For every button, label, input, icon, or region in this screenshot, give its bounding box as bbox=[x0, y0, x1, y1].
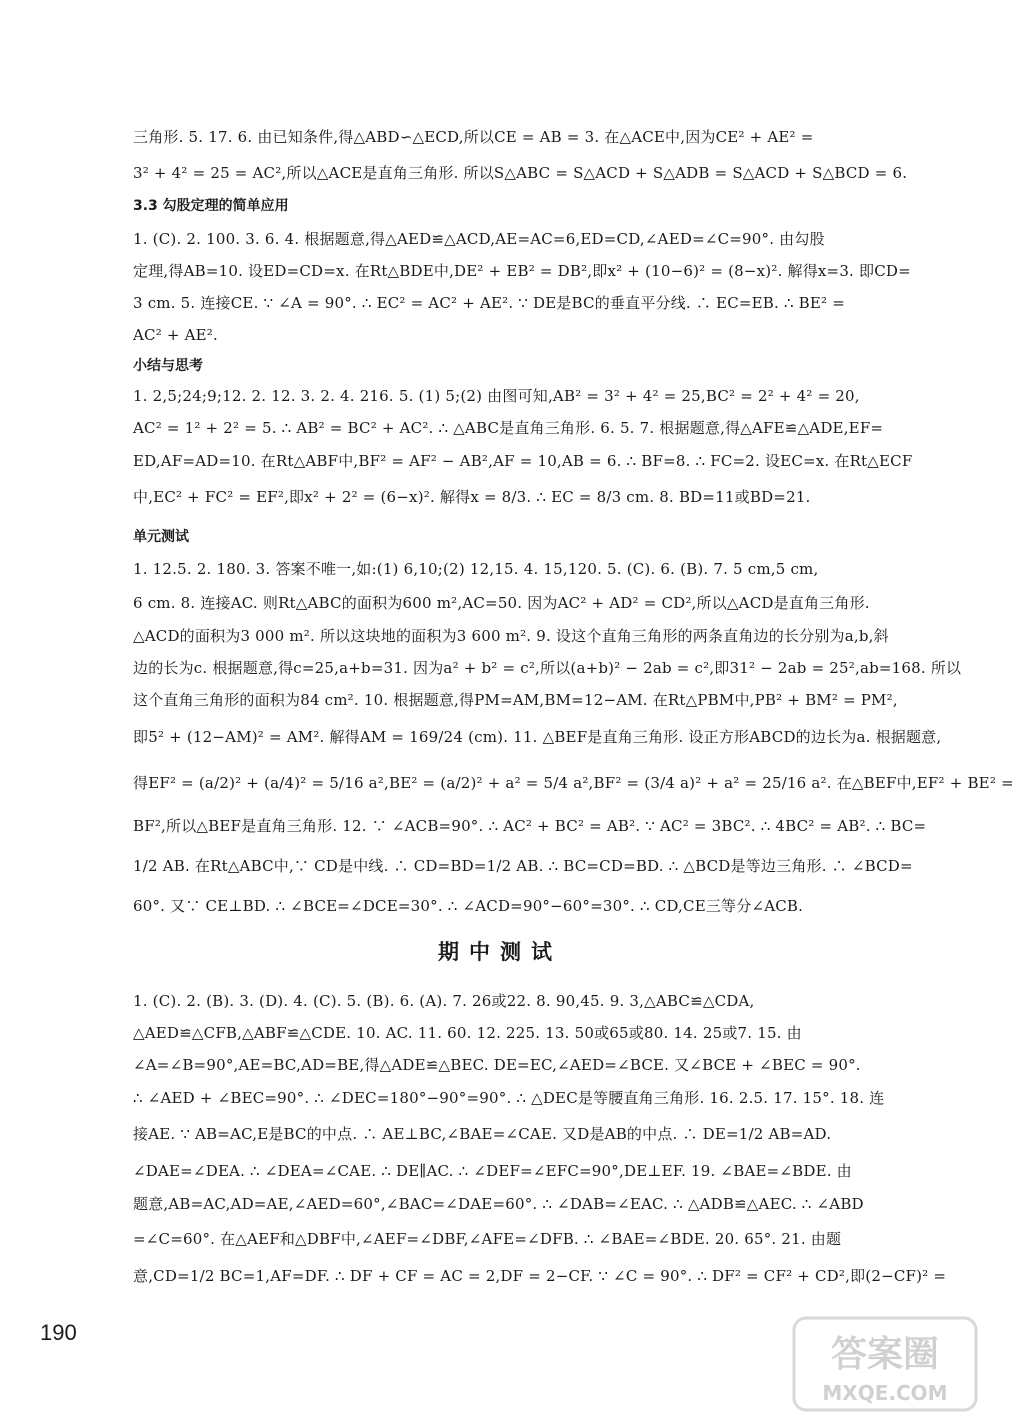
watermark-logo bbox=[790, 1314, 980, 1414]
text-line: 6 cm. 8. 连接AC. 则Rt△ABC的面积为600 m²,AC=50. 因为AC² + AD² = CD²,所以△ACD是直角三角形. bbox=[133, 594, 870, 612]
text-line: 1/2 AB. 在Rt△ABC中,∵ CD是中线. ∴ CD=BD=1/2 AB. ∴ BC=CD=BD. ∴ △BCD是等边三角形. ∴ ∠BCD= bbox=[133, 857, 913, 875]
text-line: 1. (C). 2. (B). 3. (D). 4. (C). 5. (B). 6. (A). 7. 26或22. 8. 90,45. 9. 3,△ABC≌△CDA, bbox=[133, 992, 755, 1010]
midterm-title: 期中测试 bbox=[438, 939, 562, 964]
watermark-url: MXQE.COM bbox=[822, 1381, 948, 1405]
text-line: 1. (C). 2. 100. 3. 6. 4. 根据题意,得△AED≌△ACD,AE=AC=6,ED=CD,∠AED=∠C=90°. 由勾股 bbox=[133, 230, 825, 248]
section-heading: 单元测试 bbox=[133, 529, 189, 545]
text-line: 三角形. 5. 17. 6. 由已知条件,得△ABD∽△ECD,所以CE = AB = 3. 在△ACE中,因为CE² + AE² = bbox=[133, 128, 814, 146]
section-heading: 3.3 勾股定理的简单应用 bbox=[133, 198, 289, 214]
text-line: △AED≌△CFB,△ABF≌△CDE. 10. AC. 11. 60. 12. 225. 13. 50或65或80. 14. 25或7. 15. 由 bbox=[133, 1024, 802, 1042]
text-line: ∠A=∠B=90°,AE=BC,AD=BE,得△ADE≌△BEC. DE=EC,∠AED=∠BCE. 又∠BCE + ∠BEC = 90°. bbox=[133, 1056, 861, 1074]
text-line: 中,EC² + FC² = EF²,即x² + 2² = (6−x)². 解得x = 8/3. ∴ EC = 8/3 cm. 8. BD=11或BD=21. bbox=[133, 488, 811, 506]
section-heading: 小结与思考 bbox=[133, 358, 203, 374]
text-line: 即5² + (12−AM)² = AM². 解得AM = 169/24 (cm). 11. △BEF是直角三角形. 设正方形ABCD的边长为a. 根据题意, bbox=[133, 728, 942, 746]
text-line: 1. 12.5. 2. 180. 3. 答案不唯一,如:(1) 6,10;(2) 12,15. 4. 15,120. 5. (C). 6. (B). 7. 5 cm,5 cm, bbox=[133, 560, 819, 578]
text-line: 定理,得AB=10. 设ED=CD=x. 在Rt△BDE中,DE² + EB² = DB²,即x² + (10−6)² = (8−x)². 解得x=3. 即CD= bbox=[133, 262, 911, 280]
text-line: ∠DAE=∠DEA. ∴ ∠DEA=∠CAE. ∴ DE∥AC. ∴ ∠DEF=∠EFC=90°,DE⊥EF. 19. ∠BAE=∠BDE. 由 bbox=[133, 1162, 852, 1180]
page-number: 190 bbox=[40, 1320, 77, 1345]
text-line: AC² = 1² + 2² = 5. ∴ AB² = BC² + AC². ∴ △ABC是直角三角形. 6. 5. 7. 根据题意,得△AFE≌△ADE,EF= bbox=[133, 419, 884, 437]
text-line: 3² + 4² = 25 = AC²,所以△ACE是直角三角形. 所以S△ABC = S△ACD + S△ADB = S△ACD + S△BCD = 6. bbox=[133, 164, 908, 182]
text-line: 边的长为c. 根据题意,得c=25,a+b=31. 因为a² + b² = c²,所以(a+b)² − 2ab = c²,即31² − 2ab = 25²,ab=168. 所以 bbox=[133, 659, 962, 677]
text-line: 意,CD=1/2 BC=1,AF=DF. ∴ DF + CF = AC = 2,DF = 2−CF. ∵ ∠C = 90°. ∴ DF² = CF² + CD²,即(2−CF)² = bbox=[133, 1267, 947, 1285]
text-line: 60°. 又∵ CE⊥BD. ∴ ∠BCE=∠DCE=30°. ∴ ∠ACD=90°−60°=30°. ∴ CD,CE三等分∠ACB. bbox=[133, 897, 804, 915]
text-line: =∠C=60°. 在△AEF和△DBF中,∠AEF=∠DBF,∠AFE=∠DFB. ∴ ∠BAE=∠BDE. 20. 65°. 21. 由题 bbox=[133, 1230, 842, 1248]
text-line: 1. 2,5;24;9;12. 2. 12. 3. 2. 4. 216. 5. (1) 5;(2) 由图可知,AB² = 3² + 4² = 25,BC² = 2² + 4² = 20, bbox=[133, 387, 860, 405]
text-line: ED,AF=AD=10. 在Rt△ABF中,BF² = AF² − AB²,AF = 10,AB = 6. ∴ BF=8. ∴ FC=2. 设EC=x. 在Rt△ECF bbox=[133, 452, 913, 470]
text-line: △ACD的面积为3 000 m². 所以这块地的面积为3 600 m². 9. 设这个直角三角形的两条直角边的长分别为a,b,斜 bbox=[133, 627, 889, 645]
text-line: 3 cm. 5. 连接CE. ∵ ∠A = 90°. ∴ EC² = AC² + AE². ∵ DE是BC的垂直平分线. ∴ EC=EB. ∴ BE² = bbox=[133, 294, 845, 312]
text-line: 得EF² = (a/2)² + (a/4)² = 5/16 a²,BE² = (a/2)² + a² = 5/4 a²,BF² = (3/4 a)² + a² = 25/16 a². 在△BEF中,EF² + BE² = bbox=[133, 774, 1014, 792]
text-line: 题意,AB=AC,AD=AE,∠AED=60°,∠BAC=∠DAE=60°. ∴ ∠DAB=∠EAC. ∴ △ADB≌△AEC. ∴ ∠ABD bbox=[133, 1195, 864, 1213]
text-line: ∴ ∠AED + ∠BEC=90°. ∴ ∠DEC=180°−90°=90°. ∴ △DEC是等腰直角三角形. 16. 2.5. 17. 15°. 18. 连 bbox=[133, 1089, 885, 1107]
text-line: 接AE. ∵ AB=AC,E是BC的中点. ∴ AE⊥BC,∠BAE=∠CAE. 又D是AB的中点. ∴ DE=1/2 AB=AD. bbox=[133, 1125, 832, 1143]
text-line: 这个直角三角形的面积为84 cm². 10. 根据题意,得PM=AM,BM=12−AM. 在Rt△PBM中,PB² + BM² = PM², bbox=[133, 691, 898, 709]
text-line: BF²,所以△BEF是直角三角形. 12. ∵ ∠ACB=90°. ∴ AC² + BC² = AB². ∵ AC² = 3BC². ∴ 4BC² = AB². ∴ BC= bbox=[133, 817, 927, 835]
watermark-text: 答案圈 bbox=[830, 1334, 940, 1375]
text-line: AC² + AE². bbox=[133, 326, 218, 344]
